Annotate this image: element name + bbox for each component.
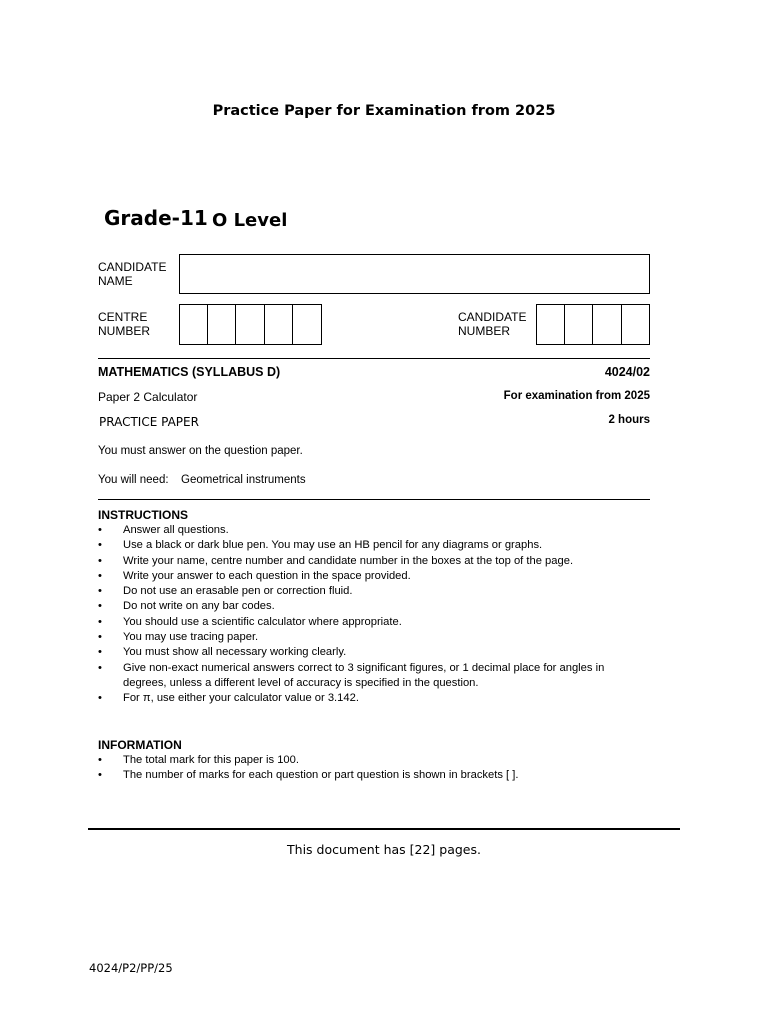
need-value: Geometrical instruments	[181, 474, 306, 486]
centre-number-label	[98, 310, 150, 338]
information-text: The total mark for this paper is 100.	[123, 754, 299, 766]
centre-number-digit-box[interactable]	[293, 304, 322, 345]
candidate-number-digit-box[interactable]	[593, 304, 622, 345]
instruction-text: Write your answer to each question in the space provided.	[123, 569, 411, 582]
centre-number-label-line2: NUMBER	[98, 324, 151, 338]
instruction-text: Answer all questions.	[123, 524, 229, 536]
centre-number-label-line1: CENTRE	[98, 310, 148, 324]
paper-code: 4024/P2/PP/25	[89, 961, 173, 975]
need-label: You will need:	[98, 474, 169, 486]
instruction-item	[98, 661, 623, 692]
instruction-text: Use a black or dark blue pen. You may use an HB pencil for any diagrams or graphs.	[123, 539, 543, 552]
instruction-text: Give non-exact numerical answers correct to 3 significant figures, or 1 decimal place for angles in degrees, unless a different level of accuracy is specified in the question.	[123, 661, 605, 689]
instruction-item	[98, 599, 623, 614]
exam-year: For examination from 2025	[503, 390, 650, 402]
instruction-item	[98, 645, 623, 660]
answer-note: You must answer on the question paper.	[98, 445, 303, 457]
information-item	[98, 753, 623, 768]
instruction-text: Do not write on any bar codes.	[123, 600, 275, 613]
instruction-item	[98, 554, 623, 569]
practice-paper-label: PRACTICE PAPER	[99, 415, 199, 429]
candidate-name-box[interactable]	[179, 254, 650, 294]
subject-title: MATHEMATICS (SYLLABUS D)	[98, 365, 281, 379]
page-title: Practice Paper for Examination from 2025	[212, 103, 556, 119]
candidate-number-boxes	[536, 304, 650, 345]
instruction-text: You may use tracing paper.	[123, 631, 259, 644]
grade-label: Grade-11	[104, 206, 208, 230]
duration: 2 hours	[608, 414, 650, 426]
information-heading: INFORMATION	[98, 738, 182, 752]
centre-number-digit-box[interactable]	[208, 304, 237, 345]
paper-name: Paper 2 Calculator	[98, 390, 198, 404]
instruction-item	[98, 584, 623, 599]
instruction-item	[98, 691, 623, 706]
candidate-name-label-line1: CANDIDATE	[98, 260, 167, 274]
candidate-number-label	[458, 310, 526, 338]
divider	[98, 358, 650, 359]
instruction-text: Write your name, centre number and candidate number in the boxes at the top of the page.	[123, 554, 574, 567]
centre-number-digit-box[interactable]	[179, 304, 208, 345]
candidate-name-label-line2: NAME	[98, 274, 133, 288]
candidate-number-digit-box[interactable]	[622, 304, 651, 345]
footer-divider	[88, 828, 680, 830]
information-item	[98, 768, 623, 783]
information-text: The number of marks for each question or part question is shown in brackets [ ].	[123, 769, 519, 782]
instruction-text: You should use a scientific calculator where appropriate.	[123, 615, 402, 628]
information-list	[98, 753, 623, 784]
instruction-item	[98, 523, 623, 538]
level-label: O Level	[212, 210, 288, 231]
centre-number-digit-box[interactable]	[236, 304, 265, 345]
instruction-item	[98, 538, 623, 553]
instruction-item	[98, 569, 623, 584]
centre-number-boxes	[179, 304, 322, 345]
instruction-item	[98, 630, 623, 645]
instruction-text: For π, use either your calculator value or 3.142.	[123, 692, 359, 705]
page-count-note: This document has [22] pages.	[287, 842, 481, 857]
instructions-list	[98, 523, 623, 707]
instruction-item	[98, 615, 623, 630]
centre-number-digit-box[interactable]	[265, 304, 294, 345]
instruction-text: Do not use an erasable pen or correction fluid.	[123, 585, 353, 598]
candidate-number-label-line1: CANDIDATE	[458, 310, 527, 324]
candidate-number-digit-box[interactable]	[536, 304, 565, 345]
instructions-heading: INSTRUCTIONS	[98, 508, 188, 522]
candidate-number-label-line2: NUMBER	[458, 324, 511, 338]
candidate-name-label	[98, 260, 166, 288]
instruction-text: You must show all necessary working clearly.	[123, 646, 347, 659]
candidate-number-digit-box[interactable]	[565, 304, 594, 345]
subject-code: 4024/02	[604, 365, 650, 379]
divider	[98, 499, 650, 500]
